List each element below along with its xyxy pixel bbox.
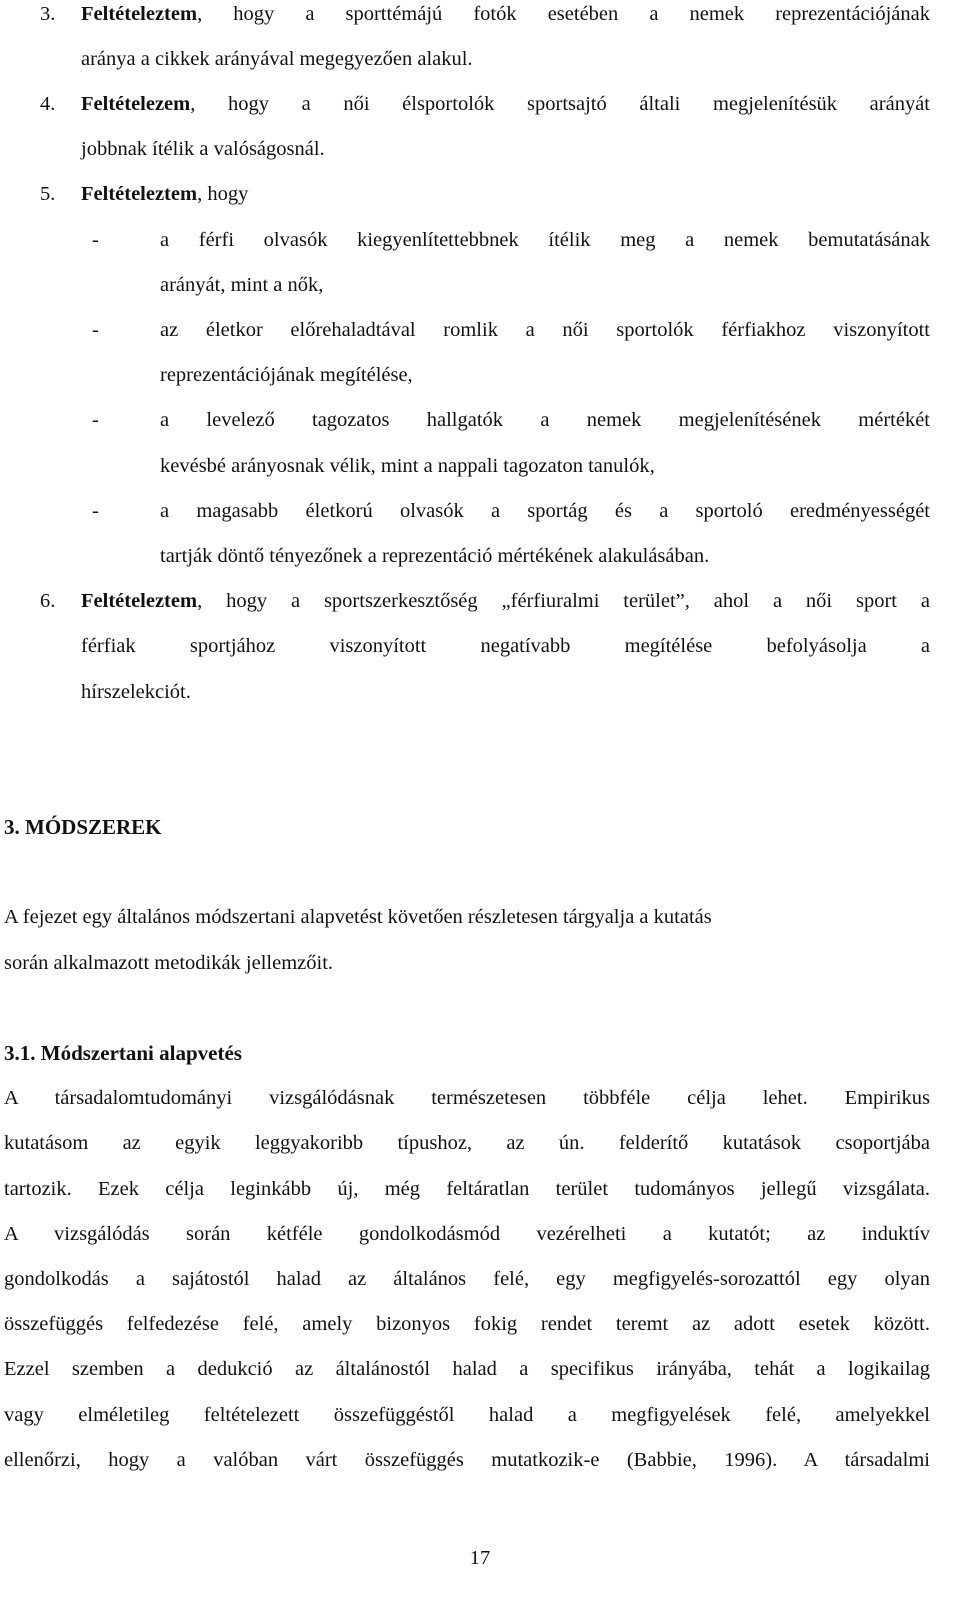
subsection-heading: 3.1. Módszertani alapvetés	[4, 1041, 242, 1065]
bullet-dash: -	[92, 319, 99, 341]
paragraph-line: gondolkodás a sajátostól halad az általános felé, egy megfigyelés-sorozattól egy olyan	[4, 1268, 930, 1290]
bold-term: Feltételeztem	[81, 183, 198, 205]
paragraph-line: A vizsgálódás során kétféle gondolkodásmód vezérelheti a kutatót; az induktív	[4, 1223, 930, 1245]
paragraph-line: tartozik. Ezek célja leginkább új, még feltáratlan terület tudományos jellegű vizsgálata.	[4, 1178, 930, 1200]
sub-item-line: a levelező tagozatos hallgatók a nemek megjelenítésének mértékét	[160, 409, 930, 431]
sub-item-line: a magasabb életkorú olvasók a sportág és a sportoló eredményességét	[160, 500, 930, 522]
paragraph-line: kutatásom az egyik leggyakoribb típushoz, az ún. felderítő kutatások csoportjába	[4, 1132, 930, 1154]
list-item-line	[81, 182, 248, 206]
list-number: 6.	[40, 590, 56, 612]
paragraph-line: A fejezet egy általános módszertani alapvetést követően részletesen tárgyalja a kutatás	[4, 906, 712, 928]
sub-item-line: tartják döntő tényezőnek a reprezentáció mértékének alakulásában.	[160, 545, 710, 567]
sub-item-line: kevésbé arányosnak vélik, mint a nappali tagozaton tanulók,	[160, 455, 655, 477]
list-item-text: , hogy	[197, 183, 249, 205]
sub-item-line: arányát, mint a nők,	[160, 274, 324, 296]
bullet-dash: -	[92, 409, 99, 431]
bullet-dash: -	[92, 229, 99, 251]
page-number: 17	[469, 1547, 491, 1569]
paragraph-line: A társadalomtudományi vizsgálódásnak természetesen többféle célja lehet. Empirikus	[4, 1087, 930, 1109]
list-item-line	[81, 92, 930, 116]
list-item-line	[81, 2, 930, 26]
list-item-text: , hogy a sporttémájú fotók esetében a nemek reprezentációjának	[197, 3, 930, 25]
bold-term: Feltételezem	[81, 93, 191, 115]
list-item-line: férfiak sportjához viszonyított negatívabb megítélése befolyásolja a	[81, 635, 930, 657]
list-item-line: jobbnak ítélik a valóságosnál.	[81, 138, 325, 160]
paragraph-line: ellenőrzi, hogy a valóban várt összefüggés mutatkozik-e (Babbie, 1996). A társadalmi	[4, 1449, 930, 1471]
paragraph-line: vagy elméletileg feltételezett összefüggéstől halad a megfigyelések felé, amelyekkel	[4, 1404, 930, 1426]
sub-item-line: az életkor előrehaladtával romlik a női sportolók férfiakhoz viszonyított	[160, 319, 930, 341]
list-number: 5.	[40, 183, 56, 205]
paragraph-line: összefüggés felfedezése felé, amely bizonyos fokig rendet teremt az adott esetek között.	[4, 1313, 930, 1335]
paragraph-line: Ezzel szemben a dedukció az általánostól halad a specifikus irányába, tehát a logikailag	[4, 1358, 930, 1380]
list-item-line: aránya a cikkek arányával megegyezően alakul.	[81, 48, 473, 70]
bold-term: Feltételeztem	[81, 590, 198, 612]
list-number: 3.	[40, 3, 56, 25]
list-item-text: , hogy a sportszerkesztőség „férfiuralmi terület”, ahol a női sport a	[197, 590, 930, 612]
section-heading: 3. MÓDSZEREK	[4, 815, 162, 839]
list-item-line: hírszelekciót.	[81, 681, 191, 703]
list-item-line	[81, 589, 930, 613]
list-item-text: , hogy a női élsportolók sportsajtó általi megjelenítésük arányát	[190, 93, 930, 115]
sub-item-line: a férfi olvasók kiegyenlítettebbnek ítélik meg a nemek bemutatásának	[160, 229, 930, 251]
bold-term: Feltételeztem	[81, 3, 198, 25]
list-number: 4.	[40, 93, 56, 115]
bullet-dash: -	[92, 500, 99, 522]
paragraph-line: során alkalmazott metodikák jellemzőit.	[4, 952, 334, 974]
sub-item-line: reprezentációjának megítélése,	[160, 364, 413, 386]
